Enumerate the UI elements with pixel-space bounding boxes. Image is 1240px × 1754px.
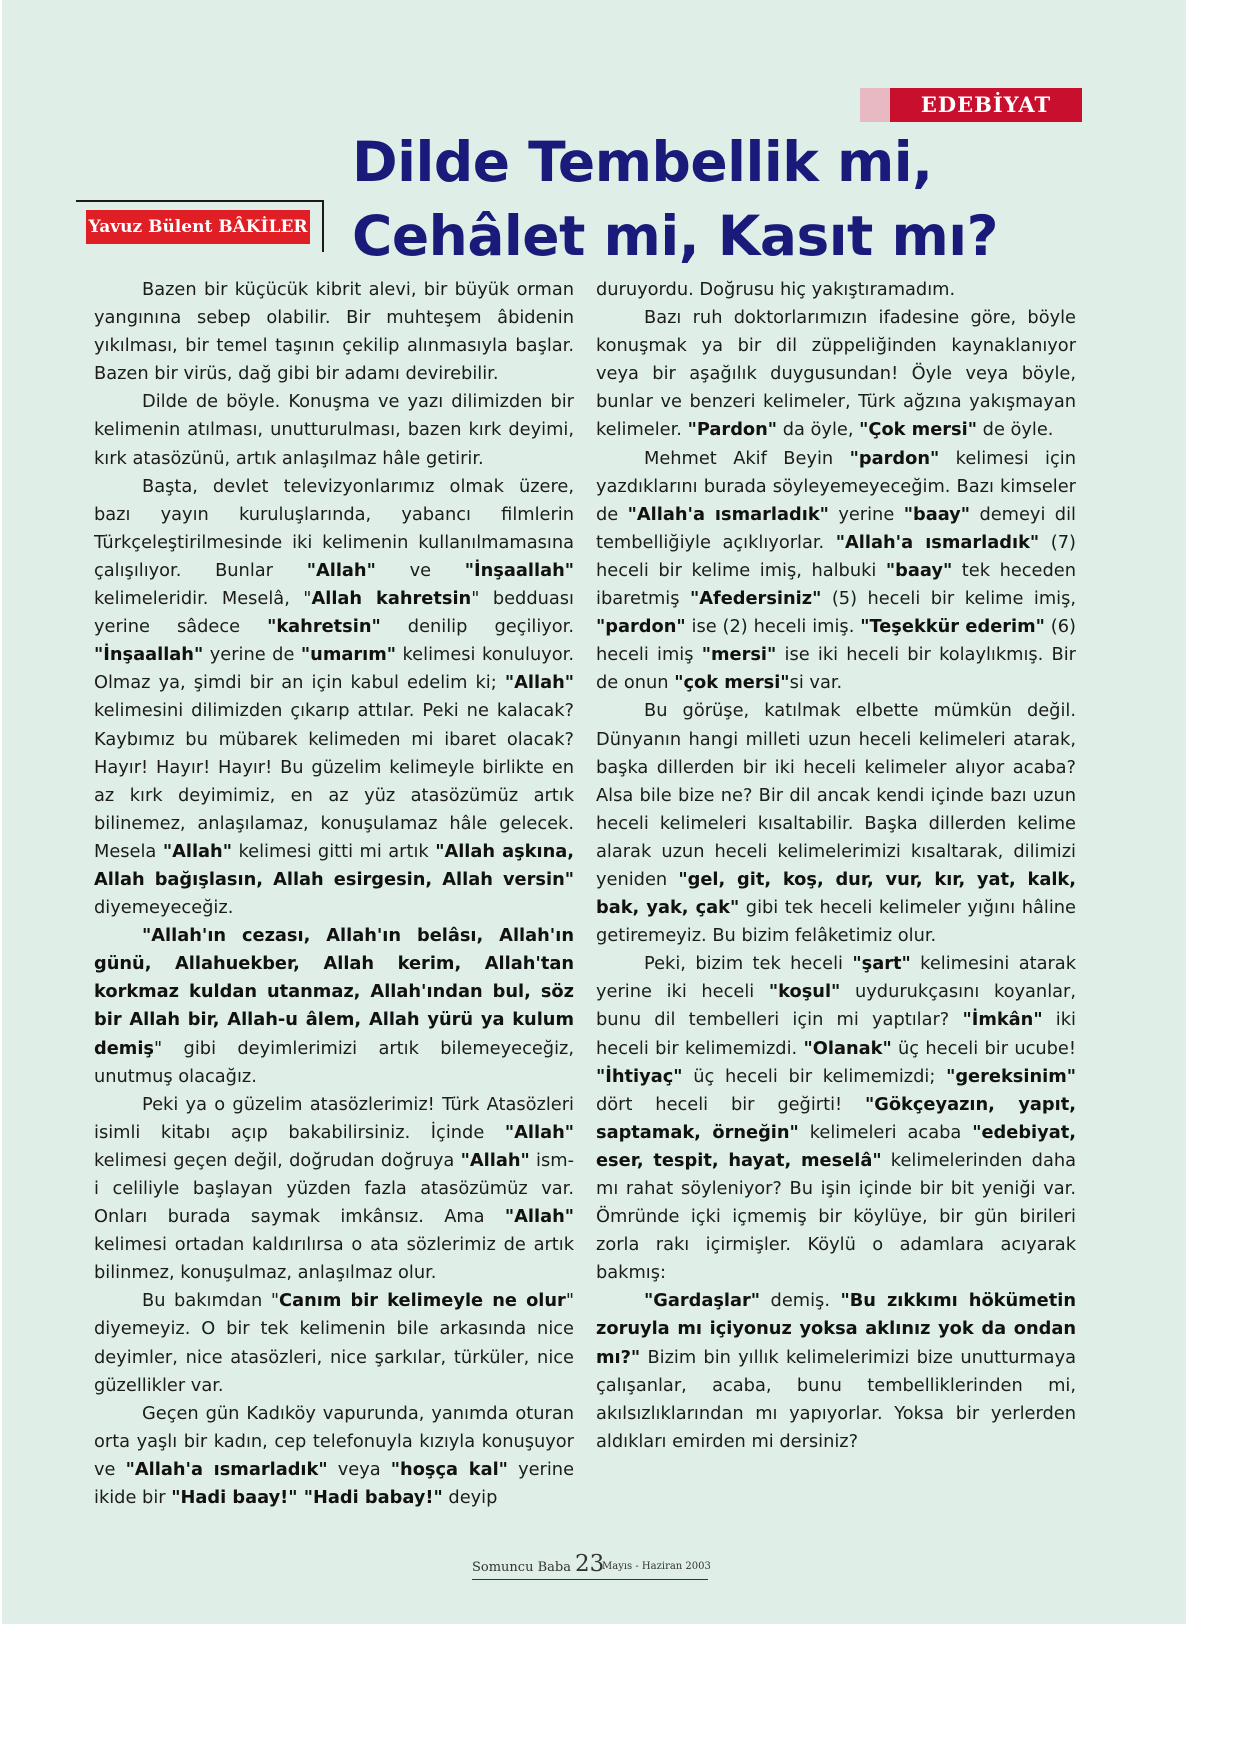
emphasized-text: "çok mersi" xyxy=(674,672,790,694)
text-run: kelimesi gitti mi artık xyxy=(231,840,436,862)
emphasized-text: "mersi" xyxy=(701,644,777,666)
emphasized-text: "koşul" xyxy=(768,981,841,1003)
page-footer xyxy=(472,1550,712,1580)
article-paragraph xyxy=(94,1287,574,1399)
text-run: kelimesini atarak yerine iki heceli xyxy=(596,953,1076,1003)
emphasized-text: Allah kahretsin xyxy=(311,588,472,610)
emphasized-text: "Bu zıkkımı hökümetin zoruyla mı içiyonuz yoksa aklınız yok da ondan mı?" xyxy=(596,1290,1076,1368)
text-run: iki heceli bir kelimemizdi. xyxy=(596,1009,1076,1059)
text-run: (5) heceli bir kelime imiş, xyxy=(821,588,1076,610)
author-name: Yavuz Bülent BÂKİLER xyxy=(86,210,310,244)
category-badge-accent xyxy=(860,88,890,122)
article-title xyxy=(352,125,998,273)
article-paragraph xyxy=(596,950,1076,1287)
article-paragraph xyxy=(596,1287,1076,1456)
emphasized-text: "Allah" xyxy=(162,840,232,862)
footer-page-number: 23 xyxy=(575,1551,605,1577)
text-run: ve xyxy=(375,559,465,581)
author-box xyxy=(76,200,326,252)
text-run: yerine xyxy=(828,503,904,525)
emphasized-text: "gereksinim" xyxy=(946,1065,1076,1087)
emphasized-text: "Allah" xyxy=(306,559,376,581)
text-run: Bu bakımdan " xyxy=(142,1290,280,1312)
emphasized-text: "baay" xyxy=(885,559,953,581)
text-run: (6) heceli imiş xyxy=(596,616,1076,666)
text-run: kelimeleridir. Meselâ, " xyxy=(94,588,312,610)
text-run: " bedduası yerine sâdece xyxy=(94,588,574,638)
text-run: Bazen bir küçücük kibrit alevi, bir büyük orman yangınına sebep olabilir. Bir muhteşem âbidenin yıkılması, bir temel taşının çekilip alınmasıyla başlar. Bazen bir virüs, dağ gibi bir adamı devirebilir. xyxy=(94,279,574,385)
article-paragraph xyxy=(94,388,574,472)
text-run: dört heceli bir geğirti! xyxy=(596,1093,865,1115)
text-run: kelimesi ortadan kaldırılırsa o ata sözlerimiz de artık bilinmez, konuşulmaz, anlaşılmaz olur. xyxy=(94,1234,574,1284)
emphasized-text: "hoşça kal" xyxy=(390,1458,508,1480)
text-run: üç heceli bir kelimemizdi; xyxy=(682,1065,947,1087)
emphasized-text: "Çok mersi" xyxy=(859,419,977,441)
author-rule-vertical xyxy=(322,200,324,252)
text-run: yerine ikide bir xyxy=(94,1458,575,1509)
emphasized-text: "Pardon" xyxy=(687,419,778,441)
text-run: veya xyxy=(327,1458,391,1480)
text-run: tek heceden ibaretmiş xyxy=(596,559,1076,610)
emphasized-text: "umarım" xyxy=(300,644,397,666)
text-run: ism-i celiliyle başlayan yüzden fazla atasözümüz var. Onları burada saymak imkânsız. Ama xyxy=(94,1149,575,1228)
text-run: kelimesi için yazdıklarını burada söyleyemeyeceğim. Bazı kimseler de xyxy=(596,447,1076,525)
text-run: si var. xyxy=(789,672,843,694)
text-run: denilip geçiliyor. xyxy=(380,616,574,638)
magazine-page xyxy=(2,0,1186,1624)
article-column-left xyxy=(94,276,574,1512)
emphasized-text: "edebiyat, eser, tespit, hayat, meselâ" xyxy=(596,1121,1076,1171)
emphasized-text: "Allah'a ısmarladık" xyxy=(835,531,1040,553)
article-column-right xyxy=(596,276,1076,1456)
text-run: " diyemeyiz. O bir tek kelimenin bile arkasında nice deyimler, nice atasözleri, nice şarkılar, türküler, nice güzellikler var. xyxy=(94,1290,574,1396)
text-run: ise (2) heceli imiş. xyxy=(685,616,861,638)
text-run: üç heceli bir ucube! xyxy=(891,1037,1076,1059)
author-rule-horizontal xyxy=(76,200,324,202)
text-run: kelimesi geçen değil, doğrudan doğruya xyxy=(94,1149,461,1171)
article-paragraph xyxy=(94,473,574,923)
text-run: kelimelerinden daha mı rahat söyleniyor? Bu işin içinde bir bit yeniği var. Ömründe içki içmemiş bir köylüye, bir gün birileri zorla rakı içirmişler. Köylü o adamlara acıyarak bakmış: xyxy=(596,1149,1077,1284)
emphasized-text: "Allah'a ısmarladık" xyxy=(627,503,829,525)
text-run: ise iki heceli bir kolaylıkmış. Bir de onun xyxy=(596,644,1076,694)
emphasized-text: "Hadi baay!" "Hadi babay!" xyxy=(171,1487,443,1509)
emphasized-text: "İmkân" xyxy=(962,1009,1043,1031)
emphasized-text: "İnşaallah" xyxy=(464,559,574,581)
text-run: demiş. xyxy=(760,1290,841,1312)
emphasized-text: "Allah" xyxy=(504,1121,574,1143)
text-run: Mehmet Akif Beyin xyxy=(644,447,850,469)
emphasized-text: "Allah" xyxy=(504,1206,574,1228)
text-run: uydurukçasını koyanlar, bunu dil tembelleri için mi yaptılar? xyxy=(596,981,1076,1031)
text-run: deyip xyxy=(442,1487,498,1509)
emphasized-text: "Allah'a ısmarladık" xyxy=(125,1458,328,1480)
emphasized-text: "şart" xyxy=(852,953,911,975)
article-paragraph xyxy=(94,276,574,388)
text-run: Geçen gün Kadıköy vapurunda, yanımda oturan orta yaşlı bir kadın, cep telefonuyla kızıyla konuşuyor ve xyxy=(94,1402,574,1480)
article-paragraph xyxy=(596,445,1076,698)
emphasized-text: "Afedersiniz" xyxy=(689,588,822,610)
text-run: de öyle. xyxy=(977,419,1054,441)
emphasized-text: "Olanak" xyxy=(803,1037,892,1059)
text-run: " gibi deyimlerimizi artık bilemeyeceğiz, unutmuş olacağız. xyxy=(94,1037,574,1087)
text-run: Dilde de böyle. Konuşma ve yazı dilimizden bir kelimenin atılması, unutturulması, bazen kırk deyimi, kırk atasözünü, artık anlaşılmaz hâle getirir. xyxy=(94,391,574,469)
text-run: Bizim bin yıllık kelimelerimizi bize unutturmaya çalışanlar, acaba, bunu tembelliklerinden mi, akılsızlıklarından mı yapıyorlar. Yoksa bir yerlerden aldıkları emirden mi dersiniz? xyxy=(596,1346,1076,1452)
emphasized-text: Canım bir kelimeyle ne olur xyxy=(279,1290,566,1312)
text-run: Peki ya o güzelim atasözlerimiz! Türk Atasözleri isimli kitabı açıp bakabilirsiniz. İçinde xyxy=(94,1093,574,1143)
article-paragraph xyxy=(596,697,1076,950)
emphasized-text: "Gardaşlar" xyxy=(644,1290,761,1312)
category-label: EDEBİYAT xyxy=(920,92,1052,117)
text-run: Başta, devlet televizyonlarımız olmak üzere, bazı yayın kuruluşlarında, yabancı filmlerin Türkçeleştirilmesinde iki kelimenin kullanılmamasına çalışılıyor. Bunlar xyxy=(94,475,574,581)
footer-magazine-name: Somuncu Baba xyxy=(472,1560,571,1575)
article-title-line-1: Dilde Tembellik mi, xyxy=(352,130,933,194)
footer-issue-date: Mayıs - Haziran 2003 xyxy=(602,1561,711,1572)
text-run: gibi tek heceli kelimeler yığını hâline getiremeyiz. Bu bizim felâketimiz olur. xyxy=(596,897,1076,947)
text-run: duruyordu. Doğrusu hiç yakıştıramadım. xyxy=(596,279,956,300)
article-paragraph xyxy=(596,304,1076,444)
article-paragraph xyxy=(94,1400,574,1512)
emphasized-text: "pardon" xyxy=(849,447,940,469)
emphasized-text: "İnşaallah" xyxy=(94,644,204,666)
text-run: yerine de xyxy=(203,644,301,666)
emphasized-text: "Allah" xyxy=(460,1149,530,1171)
emphasized-text: "Gökçeyazın, yapıt, saptamak, örneğin" xyxy=(596,1093,1076,1143)
text-run: da öyle, xyxy=(777,419,860,441)
emphasized-text: "Allah aşkına, Allah bağışlasın, Allah esirgesin, Allah versin" xyxy=(94,840,575,890)
footer-underline xyxy=(472,1579,708,1580)
text-run: (7) heceli bir kelime imiş, halbuki xyxy=(596,531,1076,581)
emphasized-text: "gel, git, koş, dur, vur, kır, yat, kalk, bak, yak, çak" xyxy=(596,868,1077,919)
article-title-line-2: Cehâlet mi, Kasıt mı? xyxy=(352,204,999,268)
text-run: Peki, bizim tek heceli xyxy=(644,953,853,975)
emphasized-text: "kahretsin" xyxy=(267,616,381,638)
article-paragraph xyxy=(94,1091,574,1288)
emphasized-text: "baay" xyxy=(903,503,971,525)
category-badge xyxy=(860,88,1082,122)
emphasized-text: "Allah" xyxy=(504,672,574,694)
article-paragraph xyxy=(596,276,1076,304)
article-paragraph xyxy=(94,922,574,1091)
text-run: demeyi dil tembelliğiyle açıklıyorlar. xyxy=(596,503,1076,553)
text-run: kelimeleri acaba xyxy=(798,1121,973,1143)
emphasized-text: "İhtiyaç" xyxy=(596,1065,683,1087)
text-run: kelimesini dilimizden çıkarıp attılar. Peki ne kalacak? Kaybımız bu mübarek kelimeden mi ibaret olacak? Hayır! Hayır! Hayır! Bu güzelim kelimeyle birlikte en az kırk deyimimiz, en az yüz atasözümüz artık bilinemez, anlaşılamaz, konuşulamaz hâle gelecek. Mesela xyxy=(94,700,574,862)
text-run: diyemeyeceğiz. xyxy=(94,897,234,919)
emphasized-text: "pardon" xyxy=(596,616,686,638)
text-run: Bu görüşe, katılmak elbette mümkün değil. Dünyanın hangi milleti uzun heceli kelimeleri atarak, başka dillerden bir iki heceli kelimeler alıyor acaba? Alsa bile bize ne? Bir dil ancak kendi içinde bazı uzun heceli kelimeleri kısaltabilir. Başka dillerden kelime alarak uzun heceli kelimelerimizi kısaltarak, dilimizi yeniden xyxy=(596,700,1076,890)
text-run: kelimesi konuluyor. Olmaz ya, şimdi bir an için kabul edelim ki; xyxy=(94,644,574,694)
emphasized-text: "Teşekkür ederim" xyxy=(860,616,1045,638)
emphasized-text: "Allah'ın cezası, Allah'ın belâsı, Allah'ın günü, Allahuekber, Allah kerim, Allah'tan korkmaz kuldan utanmaz, Allah'ından bul, söz bir Allah bir, Allah-u âlem, Allah yürü ya kulum demiş xyxy=(94,925,574,1059)
text-run: Bazı ruh doktorlarımızın ifadesine göre, böyle konuşmak ya bir dil züppeliğinden kaynaklanıyor veya bir aşağılık duygusundan! Öyle veya böyle, bunlar ve benzeri kelimeler, Türk ağzına yakışmayan kelimeler. xyxy=(596,307,1076,441)
